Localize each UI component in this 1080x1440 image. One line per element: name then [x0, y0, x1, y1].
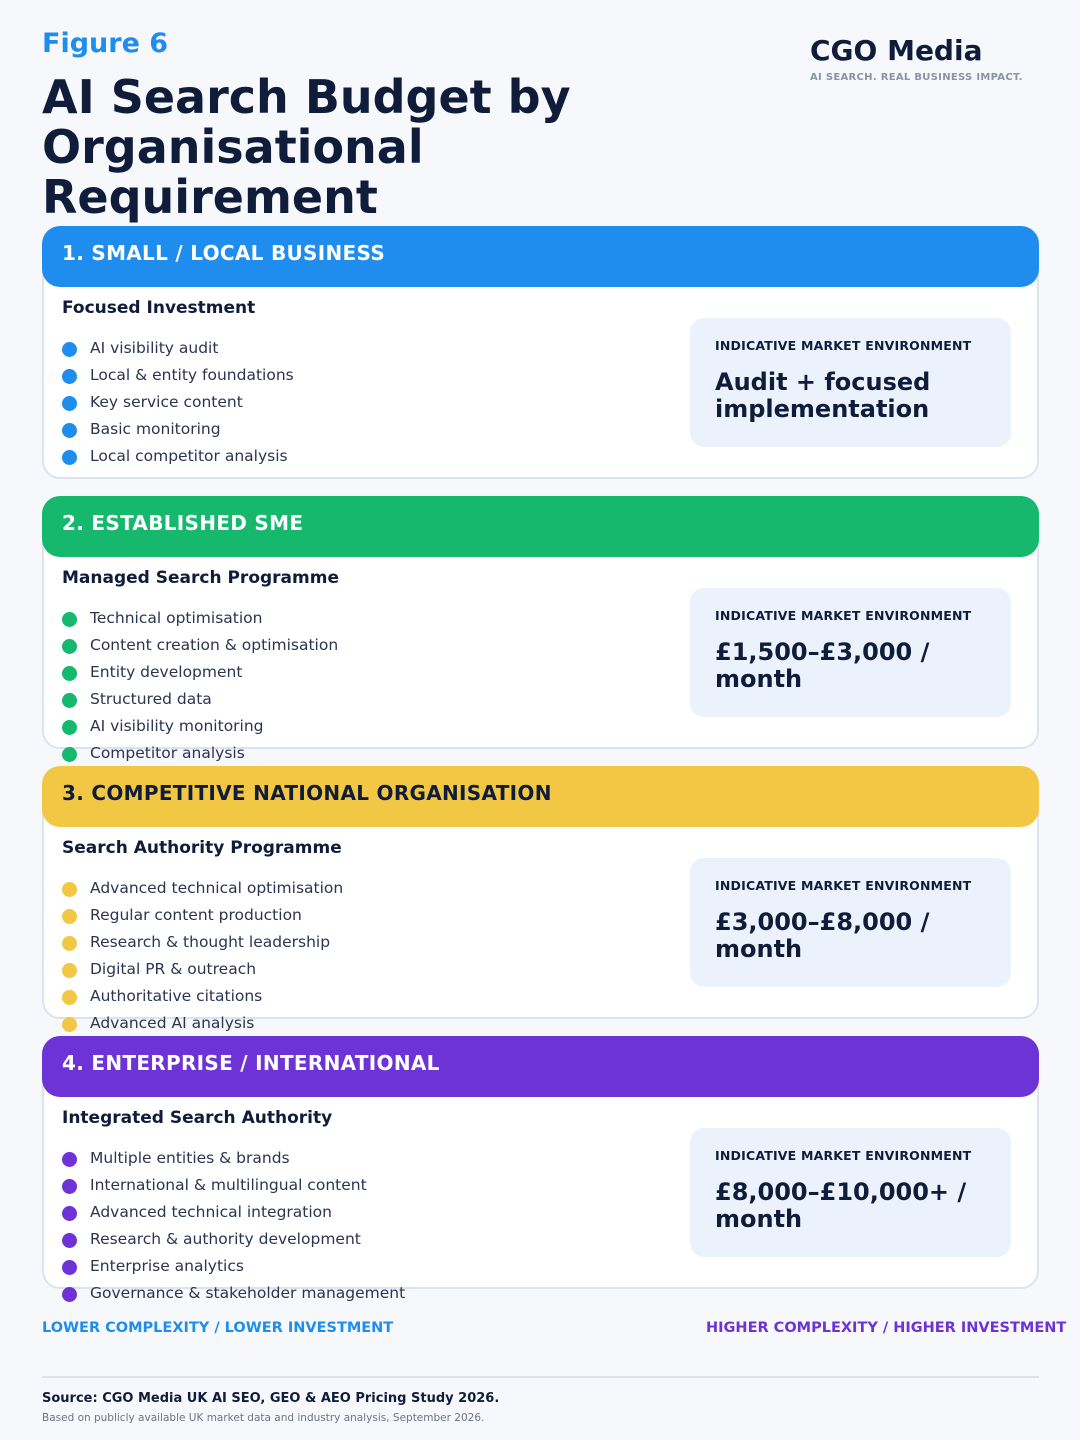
- bullet-dot-icon: [62, 963, 77, 978]
- scale-low-label: LOWER COMPLEXITY / LOWER INVESTMENT: [42, 1320, 394, 1336]
- tier-feature-item: [62, 739, 338, 766]
- bullet-dot-icon: [62, 666, 77, 681]
- bullet-dot-icon: [62, 1017, 77, 1032]
- bullet-dot-icon: [62, 396, 77, 411]
- market-environment-box: [690, 318, 1011, 447]
- tier-feature-item: [62, 982, 343, 1009]
- bullet-dot-icon: [62, 1233, 77, 1248]
- brand-tagline: AI SEARCH. REAL BUSINESS IMPACT.: [810, 72, 1023, 83]
- bullet-dot-icon: [62, 1260, 77, 1275]
- tier-feature-label: Local & entity foundations: [90, 365, 294, 384]
- tier-heading: 2. ESTABLISHED SME: [42, 496, 1039, 557]
- tier-card: [42, 226, 1039, 479]
- figure-label: Figure 6: [42, 28, 169, 59]
- bullet-dot-icon: [62, 423, 77, 438]
- tier-feature-item: [62, 1225, 405, 1252]
- bullet-dot-icon: [62, 1206, 77, 1221]
- tier-feature-label: Enterprise analytics: [90, 1256, 244, 1275]
- bullet-dot-icon: [62, 1287, 77, 1302]
- tier-subtitle: Integrated Search Authority: [62, 1108, 333, 1128]
- bullet-dot-icon: [62, 1152, 77, 1167]
- market-environment-label: INDICATIVE MARKET ENVIRONMENT: [715, 1148, 972, 1163]
- market-environment-value: £1,500–£3,000 / month: [715, 638, 930, 693]
- bullet-dot-icon: [62, 612, 77, 627]
- tier-feature-item: [62, 604, 338, 631]
- tier-feature-item: [62, 928, 343, 955]
- tier-card: [42, 766, 1039, 1032]
- tier-heading: 3. COMPETITIVE NATIONAL ORGANISATION: [42, 766, 1039, 827]
- tier-feature-item: [62, 1252, 405, 1279]
- source-text: Source: CGO Media UK AI SEO, GEO & AEO Pricing Study 2026.: [42, 1391, 500, 1406]
- brand-block: [810, 34, 1023, 83]
- tier-feature-label: AI visibility audit: [90, 338, 219, 357]
- tier-feature-item: [62, 631, 338, 658]
- tier-feature-label: Structured data: [90, 689, 212, 708]
- tier-card: [42, 496, 1039, 762]
- tier-feature-label: Content creation & optimisation: [90, 635, 339, 654]
- bullet-dot-icon: [62, 450, 77, 465]
- tier-feature-list: [62, 1144, 405, 1306]
- tier-heading: 4. ENTERPRISE / INTERNATIONAL: [42, 1036, 1039, 1097]
- tier-feature-list: [62, 334, 294, 469]
- tier-feature-label: International & multilingual content: [90, 1175, 367, 1194]
- tier-feature-label: Multiple entities & brands: [90, 1148, 290, 1167]
- footer-divider: [42, 1376, 1039, 1378]
- market-environment-value: Audit + focused implementation: [715, 368, 931, 423]
- bullet-dot-icon: [62, 693, 77, 708]
- tier-feature-label: Entity development: [90, 662, 243, 681]
- tier-card: [42, 1036, 1039, 1302]
- tier-feature-item: [62, 442, 294, 469]
- tier-feature-label: Local competitor analysis: [90, 446, 288, 465]
- tier-subtitle: Managed Search Programme: [62, 568, 339, 588]
- tier-feature-item: [62, 1009, 343, 1036]
- market-environment-label: INDICATIVE MARKET ENVIRONMENT: [715, 878, 972, 893]
- bullet-dot-icon: [62, 990, 77, 1005]
- tier-feature-item: [62, 712, 338, 739]
- bullet-dot-icon: [62, 342, 77, 357]
- market-environment-label: INDICATIVE MARKET ENVIRONMENT: [715, 338, 972, 353]
- tier-feature-label: Key service content: [90, 392, 243, 411]
- tier-feature-label: Regular content production: [90, 905, 302, 924]
- tier-feature-list: [62, 604, 338, 766]
- tier-feature-label: Digital PR & outreach: [90, 959, 257, 978]
- tier-heading: 1. SMALL / LOCAL BUSINESS: [42, 226, 1039, 287]
- bullet-dot-icon: [62, 747, 77, 762]
- market-environment-box: [690, 858, 1011, 987]
- tier-feature-item: [62, 1144, 405, 1171]
- market-environment-value: £8,000–£10,000+ / month: [715, 1178, 967, 1233]
- scale-high-label: HIGHER COMPLEXITY / HIGHER INVESTMENT: [706, 1320, 1067, 1336]
- brand-name: CGO Media: [810, 34, 983, 67]
- bullet-dot-icon: [62, 882, 77, 897]
- tier-feature-item: [62, 1198, 405, 1225]
- source-note: Based on publicly available UK market data and industry analysis, September 2026.: [42, 1412, 485, 1424]
- tier-feature-label: Technical optimisation: [90, 608, 263, 627]
- tier-feature-label: Advanced technical optimisation: [90, 878, 344, 897]
- bullet-dot-icon: [62, 369, 77, 384]
- tier-feature-label: Research & thought leadership: [90, 932, 331, 951]
- market-environment-box: [690, 588, 1011, 717]
- bullet-dot-icon: [62, 720, 77, 735]
- bullet-dot-icon: [62, 1179, 77, 1194]
- tier-feature-label: Basic monitoring: [90, 419, 221, 438]
- tier-feature-label: Research & authority development: [90, 1229, 361, 1248]
- bullet-dot-icon: [62, 909, 77, 924]
- tier-feature-list: [62, 874, 343, 1036]
- tier-subtitle: Search Authority Programme: [62, 838, 342, 858]
- tier-feature-item: [62, 415, 294, 442]
- tier-feature-label: Governance & stakeholder management: [90, 1283, 406, 1302]
- tier-feature-item: [62, 361, 294, 388]
- bullet-dot-icon: [62, 936, 77, 951]
- tier-feature-item: [62, 955, 343, 982]
- tier-feature-item: [62, 1279, 405, 1306]
- tier-feature-item: [62, 658, 338, 685]
- tier-feature-item: [62, 874, 343, 901]
- tier-feature-item: [62, 685, 338, 712]
- tier-feature-label: Authoritative citations: [90, 986, 263, 1005]
- market-environment-label: INDICATIVE MARKET ENVIRONMENT: [715, 608, 972, 623]
- tier-feature-label: AI visibility monitoring: [90, 716, 264, 735]
- tier-subtitle: Focused Investment: [62, 298, 256, 318]
- tier-feature-label: Advanced technical integration: [90, 1202, 332, 1221]
- market-environment-box: [690, 1128, 1011, 1257]
- tier-feature-item: [62, 388, 294, 415]
- tier-feature-item: [62, 901, 343, 928]
- tier-feature-label: Advanced AI analysis: [90, 1013, 255, 1032]
- tier-feature-label: Competitor analysis: [90, 743, 245, 762]
- tier-feature-item: [62, 1171, 405, 1198]
- market-environment-value: £3,000–£8,000 / month: [715, 908, 930, 963]
- bullet-dot-icon: [62, 639, 77, 654]
- tier-feature-item: [62, 334, 294, 361]
- page-title: AI Search Budget by Organisational Requirement: [42, 70, 571, 224]
